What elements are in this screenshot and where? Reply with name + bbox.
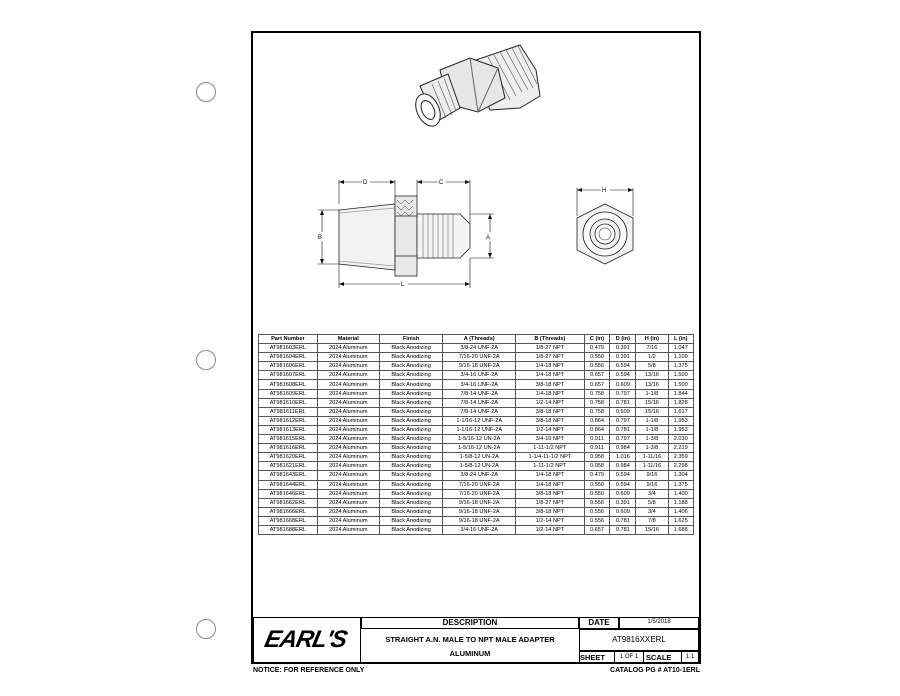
dim-label-l: L: [401, 282, 405, 288]
table-cell: Black Anodizing: [379, 371, 443, 380]
table-cell: 7/16: [636, 344, 668, 353]
table-cell: 2024 Aluminum: [317, 407, 379, 416]
description-line1: STRAIGHT A.N. MALE TO NPT MALE ADAPTER: [385, 635, 555, 644]
table-cell: Black Anodizing: [379, 507, 443, 516]
table-cell: 0.556: [584, 498, 610, 507]
table-cell: 3/8-24 UNF-2A: [443, 344, 516, 353]
table-cell: 2024 Aluminum: [317, 425, 379, 434]
table-cell: 0.391: [610, 353, 636, 362]
table-cell: 2024 Aluminum: [317, 498, 379, 507]
table-cell: Black Anodizing: [379, 471, 443, 480]
table-cell: 3/4: [636, 489, 668, 498]
table-cell: 1-3/8: [636, 444, 668, 453]
dim-label-b: B: [318, 235, 323, 241]
table-cell: 1.828: [668, 398, 693, 407]
table-cell: AT981611ERL: [259, 407, 318, 416]
table-cell: 0.657: [584, 380, 610, 389]
table-cell: AT981613ERL: [259, 425, 318, 434]
table-cell: 0.797: [610, 416, 636, 425]
table-cell: 1-5/8-12 UN-2A: [443, 462, 516, 471]
table-cell: 2.359: [668, 453, 693, 462]
table-cell: 0.911: [584, 435, 610, 444]
catalog-page: CATALOG PG # AT10-1ERL: [610, 667, 700, 674]
spec-table-header-row: [259, 335, 694, 344]
sheet-value: 1 OF 1: [619, 654, 639, 660]
table-cell: 1.047: [668, 344, 693, 353]
table-cell: 1-1/8: [636, 425, 668, 434]
table-cell: 0.556: [584, 516, 610, 525]
isometric-fitting-view: [411, 45, 540, 130]
table-cell: Black Anodizing: [379, 344, 443, 353]
table-cell: 1.500: [668, 371, 693, 380]
table-cell: 2024 Aluminum: [317, 389, 379, 398]
table-cell: 2.030: [668, 435, 693, 444]
spec-table-body: [259, 344, 694, 535]
table-cell: 2024 Aluminum: [317, 371, 379, 380]
table-cell: 1-11-1/2 NPT: [516, 462, 584, 471]
dim-label-h: H: [602, 188, 607, 194]
table-cell: 2024 Aluminum: [317, 507, 379, 516]
table-cell: Black Anodizing: [379, 516, 443, 525]
table-cell: 0.984: [610, 462, 636, 471]
table-cell: AT981688ERL: [259, 525, 318, 534]
table-cell: 9/16-18 UNF-2A: [443, 516, 516, 525]
table-cell: 3/8-18 NPT: [516, 407, 584, 416]
table-cell: 7/8: [636, 516, 668, 525]
table-cell: 1-1/8: [636, 389, 668, 398]
spec-table: [258, 334, 694, 535]
table-cell: 9/16: [636, 480, 668, 489]
table-cell: 1.016: [610, 453, 636, 462]
table-cell: 3/8-18 NPT: [516, 507, 584, 516]
table-cell: AT981621ERL: [259, 462, 318, 471]
description-label: DESCRIPTION: [442, 618, 498, 627]
table-cell: 1/2-14 NPT: [516, 398, 584, 407]
table-cell: 1/2-14 NPT: [516, 425, 584, 434]
table-row: [259, 444, 694, 453]
table-cell: 2024 Aluminum: [317, 453, 379, 462]
table-cell: 2.219: [668, 444, 693, 453]
date-label: DATE: [588, 618, 610, 627]
table-cell: Black Anodizing: [379, 416, 443, 425]
table-cell: AT981615ERL: [259, 435, 318, 444]
table-row: [259, 389, 694, 398]
table-cell: Black Anodizing: [379, 453, 443, 462]
table-cell: 1/8-27 NPT: [516, 353, 584, 362]
table-cell: 0.781: [610, 425, 636, 434]
table-cell: 3/4-16 UNF-2A: [443, 525, 516, 534]
table-cell: AT981666ERL: [259, 507, 318, 516]
table-cell: 0.958: [584, 462, 610, 471]
table-cell: 2024 Aluminum: [317, 344, 379, 353]
table-cell: AT981609ERL: [259, 389, 318, 398]
table-cell: 1-11-1/2 NPT: [516, 444, 584, 453]
table-cell: 1.400: [668, 489, 693, 498]
table-cell: Black Anodizing: [379, 353, 443, 362]
table-cell: 1.617: [668, 407, 693, 416]
table-cell: 7/8-14 UNF-2A: [443, 398, 516, 407]
table-cell: Black Anodizing: [379, 498, 443, 507]
table-cell: 1.109: [668, 353, 693, 362]
table-cell: 2024 Aluminum: [317, 353, 379, 362]
dim-label-a: A: [486, 235, 491, 241]
table-row: [259, 471, 694, 480]
table-cell: Black Anodizing: [379, 525, 443, 534]
table-row: [259, 407, 694, 416]
table-cell: 3/4: [636, 507, 668, 516]
table-cell: 3/4-16 UNF-2A: [443, 380, 516, 389]
table-cell: 0.758: [584, 407, 610, 416]
column-header: B (Threads): [516, 335, 584, 344]
table-cell: 3/8-18 NPT: [516, 416, 584, 425]
scale-label: SCALE: [646, 653, 672, 662]
table-cell: 2024 Aluminum: [317, 380, 379, 389]
table-row: [259, 398, 694, 407]
table-cell: 0.781: [610, 516, 636, 525]
table-cell: 13/16: [636, 380, 668, 389]
table-cell: 2024 Aluminum: [317, 416, 379, 425]
column-header: Part Number: [259, 335, 318, 344]
column-header: D (in): [610, 335, 636, 344]
table-cell: 2024 Aluminum: [317, 525, 379, 534]
table-cell: 1-5/16-12 UN-2A: [443, 435, 516, 444]
table-cell: 0.911: [584, 444, 610, 453]
table-cell: 2024 Aluminum: [317, 398, 379, 407]
table-cell: 0.594: [610, 471, 636, 480]
table-cell: AT981603ERL: [259, 344, 318, 353]
end-view-hex: [577, 204, 633, 264]
table-cell: 5/8: [636, 498, 668, 507]
table-row: [259, 453, 694, 462]
table-cell: 1-1/8: [636, 416, 668, 425]
table-cell: 0.391: [610, 498, 636, 507]
table-row: [259, 380, 694, 389]
table-cell: 1-3/8: [636, 435, 668, 444]
date-value: 1/5/2018: [647, 619, 671, 625]
table-cell: 7/8-14 UNF-2A: [443, 389, 516, 398]
table-cell: Black Anodizing: [379, 480, 443, 489]
table-row: [259, 435, 694, 444]
table-row: [259, 489, 694, 498]
table-cell: 2024 Aluminum: [317, 362, 379, 371]
table-cell: 1/4-18 NPT: [516, 389, 584, 398]
table-cell: 3/8-18 NPT: [516, 489, 584, 498]
table-cell: 1-11/16: [636, 462, 668, 471]
table-cell: 1.953: [668, 416, 693, 425]
table-cell: Black Anodizing: [379, 398, 443, 407]
table-cell: Black Anodizing: [379, 489, 443, 498]
table-cell: 1/2: [636, 353, 668, 362]
table-cell: 0.594: [610, 480, 636, 489]
table-row: [259, 344, 694, 353]
table-cell: 0.609: [610, 407, 636, 416]
table-cell: 2024 Aluminum: [317, 489, 379, 498]
table-cell: 3/8-24 UNF-2A: [443, 471, 516, 480]
table-row: [259, 507, 694, 516]
table-cell: 2.298: [668, 462, 693, 471]
table-cell: 3/4-16 UNF-2A: [443, 371, 516, 380]
table-cell: 1.953: [668, 425, 693, 434]
table-cell: 0.594: [610, 362, 636, 371]
table-cell: 2024 Aluminum: [317, 471, 379, 480]
table-cell: AT981612ERL: [259, 416, 318, 425]
table-cell: 0.758: [584, 398, 610, 407]
table-cell: AT981606ERL: [259, 362, 318, 371]
table-cell: 5/8: [636, 362, 668, 371]
column-header: H (in): [636, 335, 668, 344]
table-cell: Black Anodizing: [379, 407, 443, 416]
table-cell: 0.556: [584, 362, 610, 371]
table-cell: 1-11/16: [636, 453, 668, 462]
table-row: [259, 371, 694, 380]
table-cell: 1.500: [668, 380, 693, 389]
table-cell: 1-5/8-12 UN-2A: [443, 453, 516, 462]
table-cell: 2024 Aluminum: [317, 480, 379, 489]
table-row: [259, 498, 694, 507]
table-cell: 9/16-18 UNF-2A: [443, 498, 516, 507]
table-cell: 0.781: [610, 398, 636, 407]
table-cell: Black Anodizing: [379, 362, 443, 371]
table-cell: 0.958: [584, 453, 610, 462]
table-cell: 9/16-18 UNF-2A: [443, 507, 516, 516]
dim-label-c: C: [439, 180, 444, 186]
table-cell: 1.625: [668, 516, 693, 525]
column-header: C (in): [584, 335, 610, 344]
table-cell: 2024 Aluminum: [317, 516, 379, 525]
table-cell: 0.797: [610, 389, 636, 398]
table-cell: 1/2-14 NPT: [516, 516, 584, 525]
table-cell: 1/4-18 NPT: [516, 480, 584, 489]
column-header: Finish: [379, 335, 443, 344]
table-cell: 1.406: [668, 507, 693, 516]
table-cell: 1-1/4-11-1/2 NPT: [516, 453, 584, 462]
table-cell: Black Anodizing: [379, 435, 443, 444]
table-cell: 7/16-20 UNF-2A: [443, 353, 516, 362]
table-cell: 0.657: [584, 525, 610, 534]
table-cell: AT981644ERL: [259, 480, 318, 489]
table-cell: 2024 Aluminum: [317, 462, 379, 471]
table-row: [259, 416, 694, 425]
table-cell: 1.375: [668, 362, 693, 371]
table-cell: 1/4-18 NPT: [516, 371, 584, 380]
table-cell: 0.609: [610, 380, 636, 389]
table-cell: Black Anodizing: [379, 380, 443, 389]
table-cell: AT981668ERL: [259, 516, 318, 525]
table-row: [259, 425, 694, 434]
table-cell: Black Anodizing: [379, 425, 443, 434]
table-cell: 1.844: [668, 389, 693, 398]
scale-value: 1:1: [685, 654, 695, 660]
table-cell: 0.479: [584, 471, 610, 480]
table-row: [259, 516, 694, 525]
table-cell: AT981607ERL: [259, 371, 318, 380]
reference-notice: NOTICE: FOR REFERENCE ONLY: [253, 667, 365, 674]
table-row: [259, 353, 694, 362]
table-cell: 13/16: [636, 371, 668, 380]
table-cell: 9/16: [636, 471, 668, 480]
table-cell: 7/8-14 UNF-2A: [443, 407, 516, 416]
table-cell: 0.550: [584, 353, 610, 362]
table-row: [259, 362, 694, 371]
earls-logo: [256, 624, 356, 656]
table-cell: 3/4-16 NPT: [516, 435, 584, 444]
table-cell: 0.479: [584, 344, 610, 353]
table-cell: 3/8-18 NPT: [516, 380, 584, 389]
table-cell: Black Anodizing: [379, 444, 443, 453]
column-header: A (Threads): [443, 335, 516, 344]
table-row: [259, 462, 694, 471]
table-cell: 0.758: [584, 389, 610, 398]
table-cell: 1-1/16-12 UNF-2A: [443, 425, 516, 434]
table-cell: AT981608ERL: [259, 380, 318, 389]
table-cell: 1.688: [668, 525, 693, 534]
table-cell: 0.781: [610, 525, 636, 534]
part-number: AT9816XXERL: [612, 635, 666, 644]
table-cell: 0.864: [584, 425, 610, 434]
table-cell: 1-5/16-12 UN-2A: [443, 444, 516, 453]
table-cell: 1.188: [668, 498, 693, 507]
table-cell: 0.797: [610, 435, 636, 444]
side-view: [339, 196, 470, 276]
table-cell: 1/4-18 NPT: [516, 362, 584, 371]
earls-logo-text: EARL'S: [262, 626, 350, 653]
table-cell: 0.550: [584, 480, 610, 489]
table-cell: 0.864: [584, 416, 610, 425]
table-cell: 1/2-14 NPT: [516, 525, 584, 534]
table-cell: AT981604ERL: [259, 353, 318, 362]
table-cell: 0.984: [610, 444, 636, 453]
table-cell: 15/16: [636, 398, 668, 407]
description-line2: ALUMINUM: [449, 649, 491, 658]
table-cell: 2024 Aluminum: [317, 444, 379, 453]
table-cell: AT981643ERL: [259, 471, 318, 480]
column-header: L (in): [668, 335, 693, 344]
sheet-label: SHEET: [580, 653, 606, 662]
table-cell: 1-1/16-12 UNF-2A: [443, 416, 516, 425]
table-cell: 1.375: [668, 480, 693, 489]
table-cell: AT981620ERL: [259, 453, 318, 462]
table-cell: 0.556: [584, 507, 610, 516]
table-cell: 1/8-27 NPT: [516, 498, 584, 507]
table-cell: 15/16: [636, 407, 668, 416]
table-cell: 0.594: [610, 371, 636, 380]
table-cell: Black Anodizing: [379, 389, 443, 398]
dim-label-d: D: [363, 180, 368, 186]
table-cell: 1/4-18 NPT: [516, 471, 584, 480]
table-cell: 7/16-20 UNF-2A: [443, 480, 516, 489]
column-header: Material: [317, 335, 379, 344]
table-cell: 9/16-18 UNF-2A: [443, 362, 516, 371]
table-cell: AT981616ERL: [259, 444, 318, 453]
table-cell: Black Anodizing: [379, 462, 443, 471]
table-cell: 2024 Aluminum: [317, 435, 379, 444]
table-cell: 0.657: [584, 371, 610, 380]
table-row: [259, 480, 694, 489]
table-cell: 0.391: [610, 344, 636, 353]
table-cell: AT981646ERL: [259, 489, 318, 498]
table-cell: AT981662ERL: [259, 498, 318, 507]
table-cell: AT981610ERL: [259, 398, 318, 407]
table-cell: 0.609: [610, 507, 636, 516]
table-cell: 1/8-27 NPT: [516, 344, 584, 353]
table-cell: 0.550: [584, 489, 610, 498]
table-cell: 15/16: [636, 525, 668, 534]
table-cell: 0.609: [610, 489, 636, 498]
table-cell: 1.304: [668, 471, 693, 480]
table-cell: 7/16-20 UNF-2A: [443, 489, 516, 498]
table-row: [259, 525, 694, 534]
